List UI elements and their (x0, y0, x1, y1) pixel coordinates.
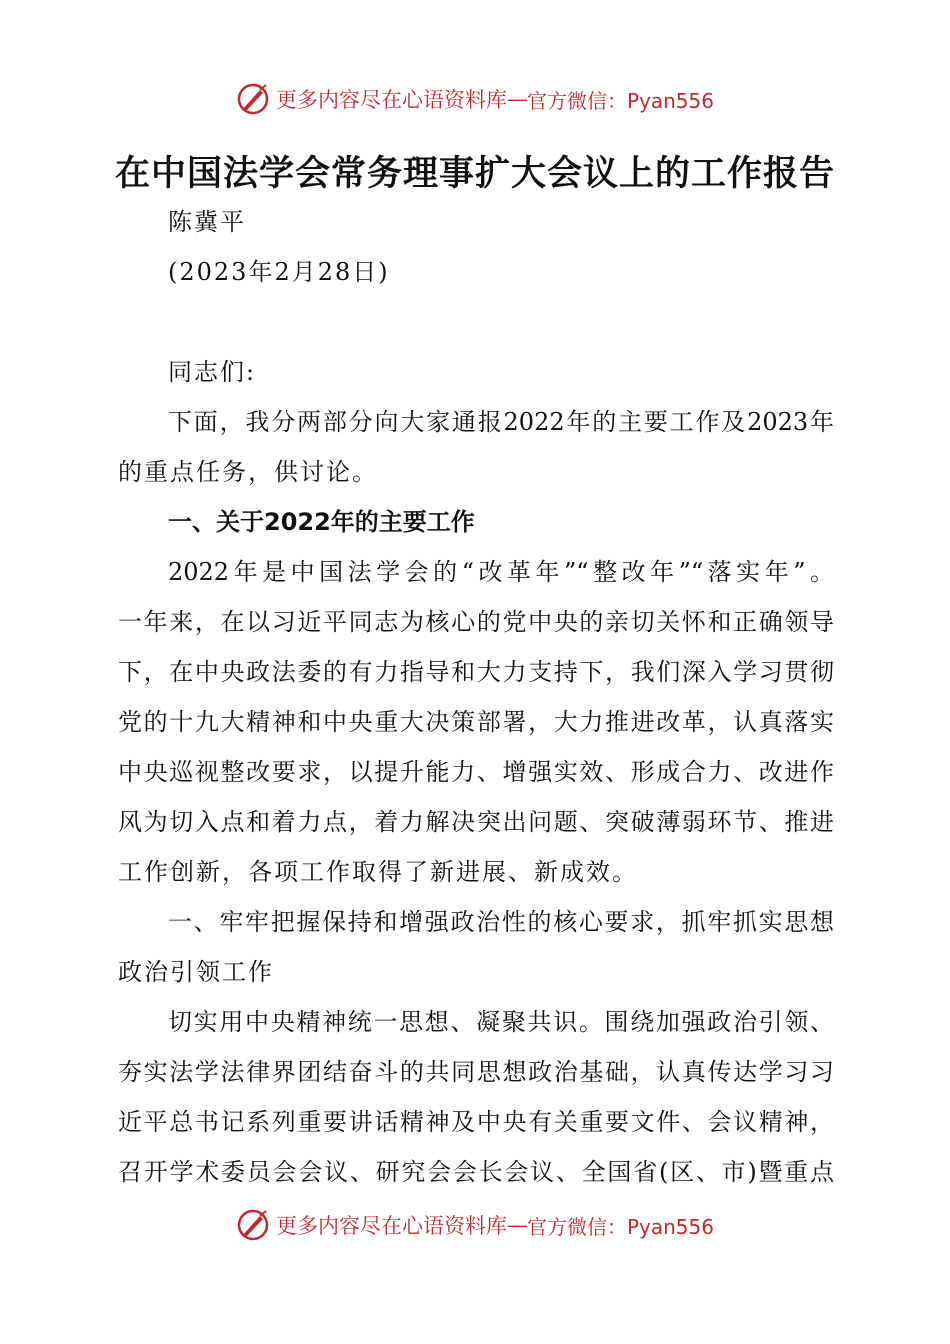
document-title: 在中国法学会常务理事扩大会议上的工作报告 (114, 153, 835, 194)
paragraph-3-line-1: 切实用中央精神统一思想、凝聚共识。围绕加强政治引领、 (168, 1008, 834, 1036)
salutation: 同志们: (168, 358, 257, 386)
section-heading-1: 一、关于2022年的主要工作 (168, 508, 475, 536)
subsection-1-line-2: 政治引领工作 (118, 958, 274, 986)
watermark-banner-top (0, 82, 950, 116)
quill-pen-logo-icon (236, 1208, 270, 1242)
intro-line-1: 下面，我分两部分向大家通报2022年的主要工作及2023年 (168, 408, 834, 436)
watermark-banner-bottom (0, 1208, 950, 1242)
watermark-brand: 更多内容尽在心语资料库 (275, 88, 507, 112)
paragraph-3-line-2: 夯实法学法律界团结奋斗的共同思想政治基础，认真传达学习习 (118, 1058, 834, 1086)
subsection-1-line-1: 一、牢牢把握保持和增强政治性的核心要求，抓牢抓实思想 (168, 908, 834, 936)
paragraph-2-line-2: 一年来，在以习近平同志为核心的党中央的亲切关怀和正确领导 (118, 608, 834, 636)
paragraph-2-line-5: 中央巡视整改要求，以提升能力、增强实效、形成合力、改进作 (118, 758, 834, 786)
watermark-dash: — (506, 1213, 527, 1237)
author: 陈冀平 (168, 208, 246, 236)
paragraph-2-line-3: 下，在中央政法委的有力指导和大力支持下，我们深入学习贯彻 (118, 658, 834, 686)
date: (2023年2月28日) (168, 258, 390, 286)
paragraph-3-line-4: 召开学术委员会会议、研究会会长会议、全国省(区、市)暨重点 (118, 1158, 834, 1186)
paragraph-2-line-1: 2022年是中国法学会的“改革年”“整改年”“落实年”。 (168, 558, 834, 586)
quill-pen-logo-icon (236, 82, 270, 116)
paragraph-2-line-4: 党的十九大精神和中央重大决策部署，大力推进改革，认真落实 (118, 708, 834, 736)
watermark-wechat: 官方微信：Pyan556 (526, 88, 714, 113)
paragraph-2-line-7: 工作创新，各项工作取得了新进展、新成效。 (118, 858, 638, 886)
watermark-wechat: 官方微信：Pyan556 (526, 1214, 714, 1239)
intro-line-2: 的重点任务，供讨论。 (118, 458, 378, 486)
watermark-brand: 更多内容尽在心语资料库 (275, 1214, 507, 1238)
watermark-dash: — (506, 87, 527, 111)
paragraph-3-line-3: 近平总书记系列重要讲话精神及中央有关重要文件、会议精神， (118, 1108, 834, 1136)
paragraph-2-line-6: 风为切入点和着力点，着力解决突出问题、突破薄弱环节、推进 (118, 808, 834, 836)
